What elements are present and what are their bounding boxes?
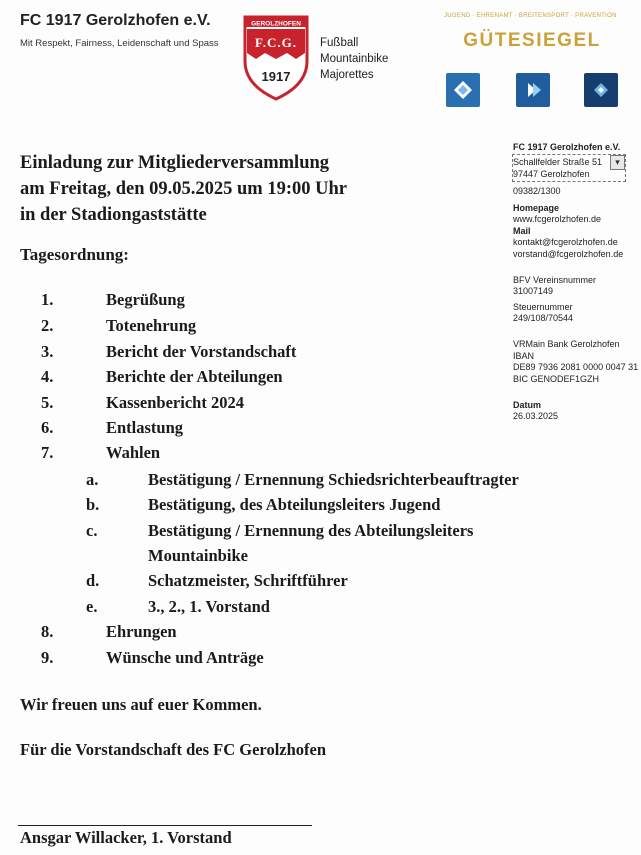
svg-text:1917: 1917 — [261, 69, 291, 84]
contact-city: 97447 Gerolzhofen — [513, 169, 590, 179]
department-list — [320, 35, 388, 83]
agenda-heading: Tagesordnung: — [20, 245, 129, 264]
svg-text:GEROLZHOFEN: GEROLZHOFEN — [251, 20, 301, 28]
iban-value: DE89 7936 2081 0000 0047 31 — [513, 362, 639, 372]
bfv-value: 31007149 — [513, 286, 554, 296]
invitation-title — [20, 150, 347, 228]
date-label: Datum — [513, 400, 542, 410]
club-crest-logo — [241, 13, 311, 101]
closing-line: Für die Vorstandschaft des FC Gerolzhofen — [20, 740, 327, 759]
signature-line — [18, 825, 312, 826]
title-line: am Freitag, den 09.05.2025 um 19:00 Uhr — [20, 179, 347, 199]
homepage-label: Homepage — [513, 203, 560, 213]
badge-icon — [446, 73, 480, 107]
iban-label: IBAN — [513, 351, 535, 361]
mail-value: kontakt@fcgerolzhofen.de — [513, 237, 618, 247]
club-motto: Mit Respekt, Fairness, Leidenschaft und Spass — [20, 38, 219, 49]
homepage-value: www.fcgerolzhofen.de — [513, 214, 602, 224]
contact-street: Schallfelder Straße 51 — [513, 157, 603, 167]
signature: Ansgar Willacker, 1. Vorstand — [20, 828, 232, 847]
mail-value: vorstand@fcgerolzhofen.de — [513, 249, 624, 259]
seal-title: GÜTESIEGEL — [463, 30, 601, 51]
date-value: 26.03.2025 — [513, 411, 559, 421]
badge-icon — [584, 73, 618, 107]
chevron-down-icon[interactable]: ▾ — [610, 155, 625, 170]
badge-icon — [516, 73, 550, 107]
tax-label: Steuernummer — [513, 302, 573, 312]
department-item: Fußball — [320, 37, 359, 49]
title-line: in der Stadiongaststätte — [20, 205, 207, 225]
contact-name: FC 1917 Gerolzhofen e.V. — [513, 142, 621, 152]
tax-value: 249/108/70544 — [513, 313, 574, 323]
club-name: FC 1917 Gerolzhofen e.V. — [20, 12, 211, 29]
title-line: Einladung zur Mitgliederversammlung — [20, 153, 330, 173]
svg-text:F.C.G.: F.C.G. — [255, 35, 297, 50]
mail-label: Mail — [513, 226, 531, 236]
department-item: Mountainbike — [320, 53, 389, 65]
bic-value: BIC GENODEF1GZH — [513, 374, 600, 384]
bank-name: VRMain Bank Gerolzhofen — [513, 339, 620, 349]
bfv-label: BFV Vereinsnummer — [513, 275, 597, 285]
department-item: Majorettes — [320, 69, 374, 81]
seal-tagline: JUGEND · EHRENAMT · BREITENSPORT · PRAVENTION — [444, 13, 617, 19]
contact-phone: 09382/1300 — [513, 186, 561, 196]
closing-line: Wir freuen uns auf euer Kommen. — [20, 695, 262, 714]
